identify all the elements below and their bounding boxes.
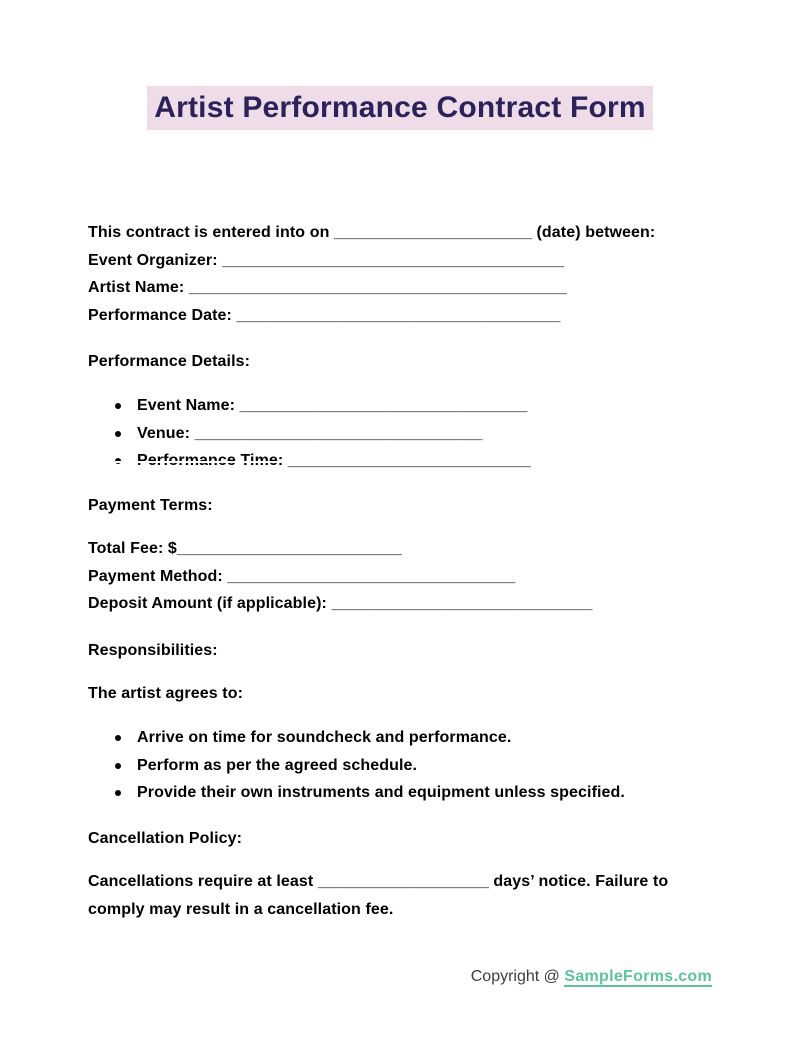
responsibilities-list [88, 724, 712, 807]
bullet-perform-schedule: Perform as per the agreed schedule. [88, 752, 712, 780]
payment-terms-paragraph [88, 535, 712, 618]
intro-line-performance-date: Performance Date: ____________________________________ [88, 306, 561, 324]
section-heading-responsibilities: Responsibilities: [88, 642, 218, 659]
bullet-venue: Venue: ________________________________ [88, 420, 712, 448]
bullet-arrive-on-time: Arrive on time for soundcheck and performance. [88, 724, 712, 752]
footer-copyright [471, 966, 712, 988]
cancellation-paragraph [88, 868, 712, 923]
intro-line-date: This contract is entered into on ______________________ (date) between: [88, 224, 656, 241]
section-heading-performance-details: Performance Details: [88, 353, 251, 370]
line-payment-method: Payment Method: ________________________________ [88, 567, 516, 585]
intro-line-event-organizer: Event Organizer: ______________________________________ [88, 251, 565, 269]
section-heading-payment-terms: Payment Terms: [88, 497, 213, 514]
cancellation-line-2: comply may result in a cancellation fee. [88, 900, 394, 918]
line-total-fee: Total Fee: $_________________________ [88, 540, 402, 557]
intro-paragraph [88, 219, 712, 329]
bullet-provide-instruments: Provide their own instruments and equipment unless specified. [88, 779, 712, 807]
sampleforms-link[interactable]: SampleForms.com [564, 968, 712, 985]
intro-line-artist-name: Artist Name: __________________________________________ [88, 279, 567, 296]
title-row [0, 86, 800, 130]
section-heading-cancellation-policy: Cancellation Policy: [88, 830, 243, 847]
responsibilities-subheading: The artist agrees to: [88, 685, 244, 702]
line-deposit-amount: Deposit Amount (if applicable): _____________________________ [88, 595, 593, 612]
page-title: Artist Performance Contract Form [147, 86, 653, 130]
copyright-text: Copyright @ [470, 968, 565, 985]
bullet-event-name: Event Name: ________________________________ [88, 392, 712, 420]
page-break-artifact [96, 461, 566, 463]
cancellation-line-1: Cancellations require at least ___________________ days’ notice. Failure to [88, 873, 669, 890]
